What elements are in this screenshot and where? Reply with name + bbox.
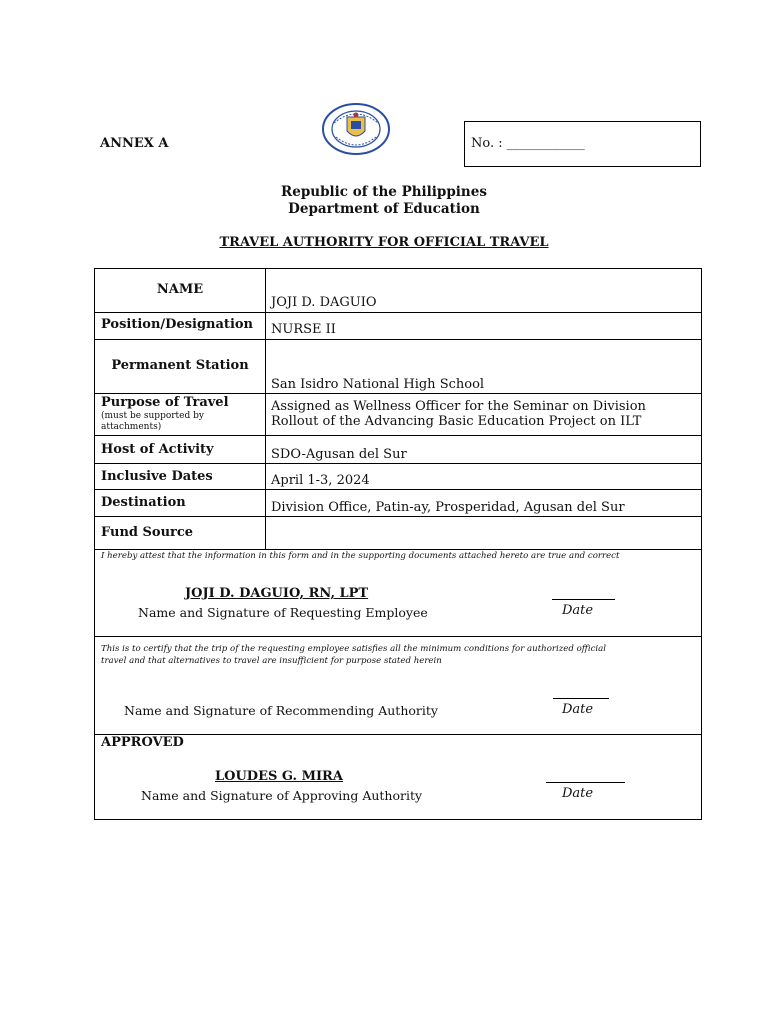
approving-authority-name: LOUDES G. MIRA: [215, 769, 343, 784]
date-signature-line: [546, 782, 625, 783]
row-divider: [95, 516, 701, 517]
station-value: San Isidro National High School: [271, 377, 485, 392]
name-value: JOJI D. DAGUIO: [271, 295, 377, 310]
destination-value: Division Office, Patin-ay, Prosperidad, Agusan del Sur: [271, 500, 625, 515]
section-divider: [95, 636, 701, 637]
row-divider: [95, 463, 701, 464]
row-divider: [95, 393, 701, 394]
travel-form: [94, 268, 702, 820]
date-signature-line: [553, 698, 609, 699]
host-value: SDO-Agusan del Sur: [271, 447, 407, 462]
purpose-value-line1: Assigned as Wellness Officer for the Seminar on Division: [271, 399, 646, 414]
fund-label: Fund Source: [101, 525, 194, 540]
deped-seal-icon: [322, 103, 390, 155]
header-republic: Republic of the Philippines: [281, 184, 487, 200]
position-value: NURSE II: [271, 322, 336, 337]
station-label: Permanent Station: [111, 358, 249, 373]
row-divider: [95, 489, 701, 490]
purpose-note-line2: attachments): [101, 422, 162, 432]
requesting-date-label: Date: [562, 603, 594, 618]
approving-date-label: Date: [562, 786, 594, 801]
certify-statement-line1: This is to certify that the trip of the requesting employee satisfies all the minimum conditions for authorized official: [101, 644, 607, 654]
requesting-employee-name: JOJI D. DAGUIO, RN, LPT: [185, 586, 369, 601]
row-divider: [95, 339, 701, 340]
attest-statement: I hereby attest that the information in this form and in the supporting documents attached hereto are true and correct: [101, 551, 620, 561]
purpose-note-line1: (must be supported by: [101, 411, 204, 421]
purpose-value-line2: Rollout of the Advancing Basic Education Project on ILT: [271, 414, 642, 429]
approving-authority-caption: Name and Signature of Approving Authority: [141, 788, 423, 803]
name-label: NAME: [156, 282, 204, 297]
section-divider: [95, 734, 701, 735]
column-divider: [265, 269, 266, 549]
form-title: TRAVEL AUTHORITY FOR OFFICIAL TRAVEL: [219, 235, 549, 250]
number-label: No. : ____________: [471, 136, 585, 151]
dates-value: April 1-3, 2024: [271, 473, 370, 488]
requesting-employee-caption: Name and Signature of Requesting Employee: [138, 605, 428, 620]
header-department: Department of Education: [288, 201, 480, 217]
dates-label: Inclusive Dates: [101, 469, 213, 484]
purpose-label: Purpose of Travel: [101, 395, 229, 410]
certify-statement-line2: travel and that alternatives to travel are insufficient for purpose stated herein: [101, 656, 442, 666]
recommending-authority-caption: Name and Signature of Recommending Authority: [124, 703, 438, 718]
annex-label: ANNEX A: [100, 136, 169, 151]
destination-label: Destination: [101, 495, 186, 510]
date-signature-line: [552, 599, 615, 600]
position-label: Position/Designation: [101, 317, 254, 332]
row-divider: [95, 435, 701, 436]
recommending-date-label: Date: [562, 702, 594, 717]
approved-heading: APPROVED: [101, 735, 184, 750]
host-label: Host of Activity: [101, 442, 214, 457]
row-divider: [95, 312, 701, 313]
